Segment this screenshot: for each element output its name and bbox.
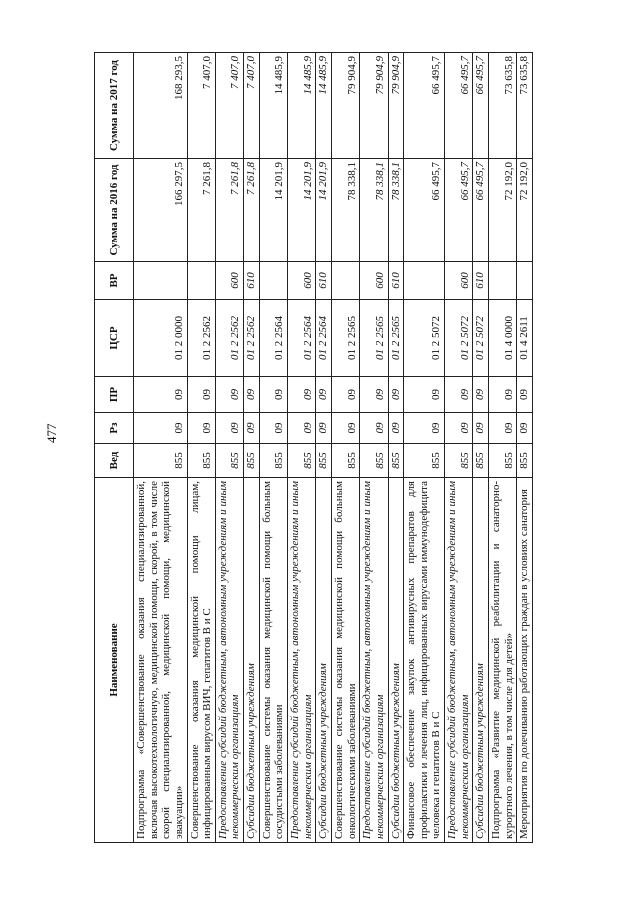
cell-ved: 855 bbox=[215, 444, 243, 478]
table-body bbox=[134, 53, 533, 843]
header-name: Наименование bbox=[95, 478, 134, 843]
cell-ved: 855 bbox=[259, 444, 287, 478]
cell-pr: 09 bbox=[489, 377, 517, 413]
cell-sum-2016: 14 201,9 bbox=[288, 159, 316, 262]
cell-sum-2016: 72 192,0 bbox=[489, 159, 517, 262]
cell-sum-2016: 14 201,9 bbox=[316, 159, 332, 262]
table-row bbox=[134, 53, 188, 843]
cell-ved: 855 bbox=[360, 444, 388, 478]
cell-pr: 09 bbox=[331, 377, 359, 413]
cell-name: Субсидии бюджетным учреждениям bbox=[316, 478, 332, 843]
cell-sum-2017: 14 485,9 bbox=[259, 53, 287, 159]
cell-pr: 09 bbox=[316, 377, 332, 413]
cell-vr: 610 bbox=[244, 262, 260, 300]
cell-pr: 09 bbox=[288, 377, 316, 413]
table-row bbox=[244, 53, 260, 843]
table-row bbox=[215, 53, 243, 843]
table-row bbox=[517, 53, 533, 843]
cell-csr: 01 2 2562 bbox=[244, 300, 260, 377]
cell-csr: 01 2 5072 bbox=[473, 300, 489, 377]
cell-rz: 09 bbox=[388, 413, 404, 444]
cell-sum-2016: 66 495,7 bbox=[473, 159, 489, 262]
cell-sum-2017: 66 495,7 bbox=[404, 53, 445, 159]
budget-table bbox=[94, 52, 533, 843]
cell-csr: 01 4 0000 bbox=[489, 300, 517, 377]
cell-name: Субсидии бюджетным учреждениям bbox=[244, 478, 260, 843]
cell-sum-2017: 7 407,0 bbox=[244, 53, 260, 159]
cell-vr bbox=[517, 262, 533, 300]
cell-sum-2016: 78 338,1 bbox=[331, 159, 359, 262]
cell-name: Совершенствование системы оказания медицинской помощи больным онкологическими заболеваниями bbox=[331, 478, 359, 843]
cell-rz: 09 bbox=[244, 413, 260, 444]
table-row bbox=[388, 53, 404, 843]
cell-name: Предоставление субсидий бюджетным, автономным учреждениям и иным некоммерческим организациям bbox=[445, 478, 473, 843]
cell-name: Предоставление субсидий бюджетным, автономным учреждениям и иным некоммерческим организациям bbox=[360, 478, 388, 843]
cell-csr: 01 2 2565 bbox=[331, 300, 359, 377]
cell-rz: 09 bbox=[445, 413, 473, 444]
cell-vr: 610 bbox=[316, 262, 332, 300]
cell-pr: 09 bbox=[445, 377, 473, 413]
header-ved: Вед bbox=[95, 444, 134, 478]
cell-vr bbox=[134, 262, 188, 300]
cell-sum-2017: 7 407,0 bbox=[215, 53, 243, 159]
cell-rz: 09 bbox=[316, 413, 332, 444]
cell-sum-2017: 66 495,7 bbox=[445, 53, 473, 159]
cell-sum-2017: 14 485,9 bbox=[316, 53, 332, 159]
page-number: 477 bbox=[44, 423, 59, 443]
cell-sum-2016: 7 261,8 bbox=[244, 159, 260, 262]
cell-sum-2016: 78 338,1 bbox=[360, 159, 388, 262]
table-row bbox=[259, 53, 287, 843]
cell-ved: 855 bbox=[388, 444, 404, 478]
table-row bbox=[489, 53, 517, 843]
header-vr: ВР bbox=[95, 262, 134, 300]
cell-csr: 01 2 5072 bbox=[445, 300, 473, 377]
cell-rz: 09 bbox=[404, 413, 445, 444]
cell-vr bbox=[331, 262, 359, 300]
cell-pr: 09 bbox=[215, 377, 243, 413]
cell-sum-2016: 66 495,7 bbox=[445, 159, 473, 262]
cell-sum-2016: 72 192,0 bbox=[517, 159, 533, 262]
cell-vr: 600 bbox=[445, 262, 473, 300]
cell-pr: 09 bbox=[517, 377, 533, 413]
cell-ved: 855 bbox=[244, 444, 260, 478]
table-row bbox=[360, 53, 388, 843]
cell-sum-2017: 66 495,7 bbox=[473, 53, 489, 159]
cell-rz: 09 bbox=[187, 413, 215, 444]
cell-ved: 855 bbox=[331, 444, 359, 478]
header-pr: ПР bbox=[95, 377, 134, 413]
cell-pr: 09 bbox=[187, 377, 215, 413]
table-row bbox=[316, 53, 332, 843]
cell-csr: 01 2 2562 bbox=[187, 300, 215, 377]
cell-sum-2016: 78 338,1 bbox=[388, 159, 404, 262]
cell-sum-2017: 79 904,9 bbox=[331, 53, 359, 159]
cell-ved: 855 bbox=[445, 444, 473, 478]
cell-ved: 855 bbox=[473, 444, 489, 478]
rotated-table-container bbox=[94, 53, 574, 843]
cell-name: Совершенствование оказания медицинской помощи лицам, инфицированным вирусом ВИЧ, гепатитов В и С bbox=[187, 478, 215, 843]
cell-sum-2016: 7 261,8 bbox=[187, 159, 215, 262]
cell-pr: 09 bbox=[473, 377, 489, 413]
table-row bbox=[404, 53, 445, 843]
cell-name: Предоставление субсидий бюджетным, автономным учреждениям и иным некоммерческим организациям bbox=[215, 478, 243, 843]
table-row bbox=[288, 53, 316, 843]
cell-sum-2017: 79 904,9 bbox=[360, 53, 388, 159]
cell-ved: 855 bbox=[404, 444, 445, 478]
cell-vr: 610 bbox=[473, 262, 489, 300]
cell-csr: 01 4 2611 bbox=[517, 300, 533, 377]
cell-rz: 09 bbox=[288, 413, 316, 444]
cell-ved: 855 bbox=[316, 444, 332, 478]
cell-pr: 09 bbox=[360, 377, 388, 413]
cell-name: Субсидии бюджетным учреждениям bbox=[388, 478, 404, 843]
cell-name: Подпрограмма «Развитие медицинской реабилитации и санаторно-курортного лечения, в том числе для детей» bbox=[489, 478, 517, 843]
cell-sum-2017: 79 904,9 bbox=[388, 53, 404, 159]
cell-sum-2016: 66 495,7 bbox=[404, 159, 445, 262]
table-row bbox=[187, 53, 215, 843]
cell-sum-2017: 73 635,8 bbox=[489, 53, 517, 159]
cell-name: Предоставление субсидий бюджетным, автономным учреждениям и иным некоммерческим организациям bbox=[288, 478, 316, 843]
cell-sum-2016: 14 201,9 bbox=[259, 159, 287, 262]
cell-name: Подпрограмма «Совершенствование оказания специализированной, включая высокотехнологичную, медицинской помощи, скорой, в том числе скорой специализированной, медицинской помощи, медицинской эвакуации» bbox=[134, 478, 188, 843]
header-sum-2016: Сумма на 2016 год bbox=[95, 159, 134, 262]
cell-name: Мероприятия по долечиванию работающих граждан в условиях санатория bbox=[517, 478, 533, 843]
header-csr: ЦСР bbox=[95, 300, 134, 377]
cell-rz: 09 bbox=[215, 413, 243, 444]
cell-pr: 09 bbox=[259, 377, 287, 413]
cell-pr: 09 bbox=[134, 377, 188, 413]
cell-sum-2017: 168 293,5 bbox=[134, 53, 188, 159]
cell-vr bbox=[489, 262, 517, 300]
cell-rz: 09 bbox=[331, 413, 359, 444]
cell-csr: 01 2 2565 bbox=[388, 300, 404, 377]
cell-vr bbox=[404, 262, 445, 300]
cell-rz: 09 bbox=[473, 413, 489, 444]
cell-sum-2016: 7 261,8 bbox=[215, 159, 243, 262]
cell-name: Совершенствование системы оказания медицинской помощи больным сосудистыми заболеваниями bbox=[259, 478, 287, 843]
cell-csr: 01 2 0000 bbox=[134, 300, 188, 377]
cell-sum-2017: 73 635,8 bbox=[517, 53, 533, 159]
table-row bbox=[445, 53, 473, 843]
cell-name: Финансовое обеспечение закупок антивирусных препаратов для профилактики и лечения лиц, инфицированных вирусами иммунодефицита человека и гепатитов В и С bbox=[404, 478, 445, 843]
cell-ved: 855 bbox=[288, 444, 316, 478]
cell-rz: 09 bbox=[360, 413, 388, 444]
cell-pr: 09 bbox=[388, 377, 404, 413]
cell-csr: 01 2 2564 bbox=[316, 300, 332, 377]
cell-csr: 01 2 5072 bbox=[404, 300, 445, 377]
cell-pr: 09 bbox=[404, 377, 445, 413]
cell-vr: 600 bbox=[288, 262, 316, 300]
cell-name: Субсидии бюджетным учреждениям bbox=[473, 478, 489, 843]
cell-vr: 600 bbox=[360, 262, 388, 300]
cell-csr: 01 2 2564 bbox=[288, 300, 316, 377]
cell-rz: 09 bbox=[259, 413, 287, 444]
cell-vr bbox=[187, 262, 215, 300]
cell-sum-2017: 7 407,0 bbox=[187, 53, 215, 159]
cell-ved: 855 bbox=[489, 444, 517, 478]
table-row bbox=[473, 53, 489, 843]
header-sum-2017: Сумма на 2017 год bbox=[95, 53, 134, 159]
cell-csr: 01 2 2562 bbox=[215, 300, 243, 377]
header-row bbox=[95, 53, 134, 843]
cell-csr: 01 2 2565 bbox=[360, 300, 388, 377]
cell-vr: 610 bbox=[388, 262, 404, 300]
cell-ved: 855 bbox=[187, 444, 215, 478]
header-rz: Рз bbox=[95, 413, 134, 444]
cell-pr: 09 bbox=[244, 377, 260, 413]
cell-sum-2017: 14 485,9 bbox=[288, 53, 316, 159]
table-row bbox=[331, 53, 359, 843]
cell-sum-2016: 166 297,5 bbox=[134, 159, 188, 262]
cell-rz: 09 bbox=[517, 413, 533, 444]
cell-rz: 09 bbox=[489, 413, 517, 444]
cell-vr bbox=[259, 262, 287, 300]
cell-rz: 09 bbox=[134, 413, 188, 444]
cell-ved: 855 bbox=[134, 444, 188, 478]
cell-vr: 600 bbox=[215, 262, 243, 300]
cell-ved: 855 bbox=[517, 444, 533, 478]
cell-csr: 01 2 2564 bbox=[259, 300, 287, 377]
